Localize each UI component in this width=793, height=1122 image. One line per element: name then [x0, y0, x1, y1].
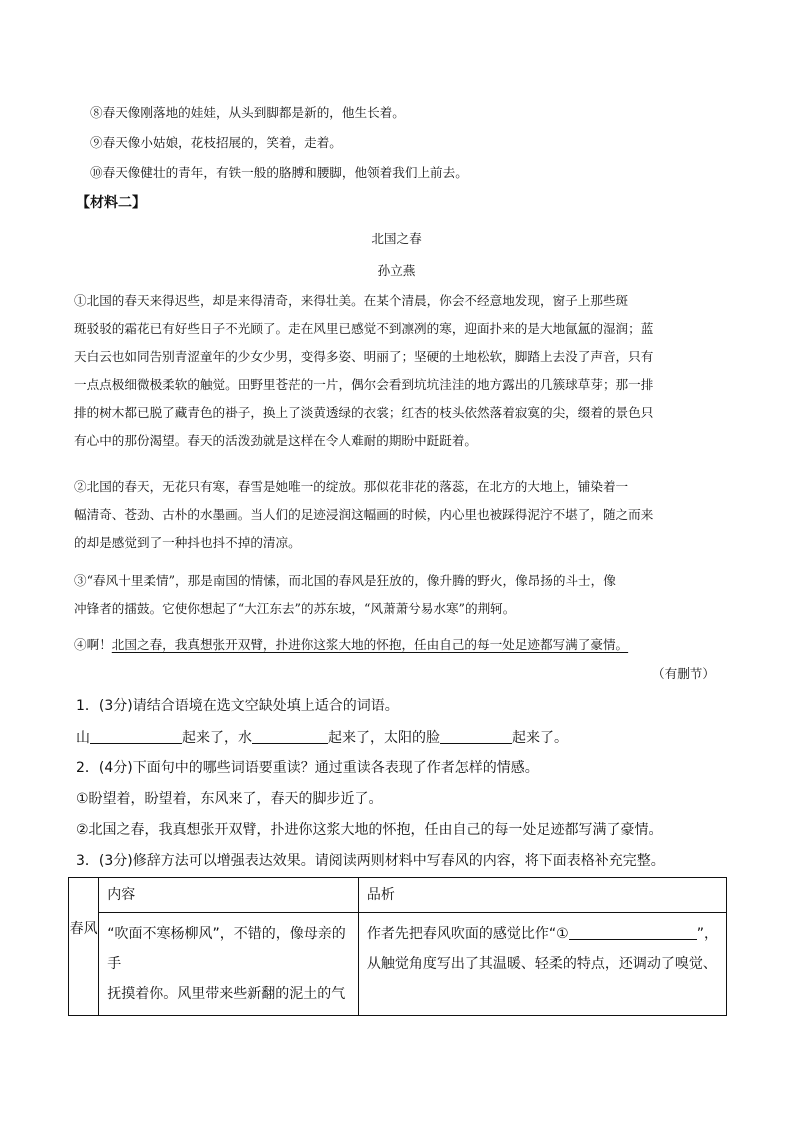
- article-author: 孙立燕: [377, 263, 416, 278]
- paragraph-3-line: ③“春风十里柔情”，那是南国的情愫，而北国的春风是狂放的，像升腾的野火，像昂扬的斗士，像: [74, 573, 616, 588]
- question-2-sentence-2: ②北国之春，我真想张开双臂，扑进你这浆大地的怀抱，任由自己的每一处足迹都写满了豪情。: [76, 822, 663, 838]
- paragraph-2-line: ②北国的春天，无花只有寒，春雪是她唯一的绽放。那似花非花的落蕊，在北方的大地上，铺染着一: [74, 479, 629, 494]
- row-label-cell: [69, 878, 99, 1016]
- analysis-lead: 作者先把春风吹面的感觉比作“①: [366, 926, 569, 942]
- paragraph-1-line: 天白云也如同告别青涩童年的少女少男，变得多姿、明丽了；坚硬的土地松软，脚踏上去没了声音，只有: [74, 349, 654, 364]
- content-cell: [99, 913, 359, 1016]
- question-2-stem: 2．(4分)下面句中的哪些词语要重读？通过重读各表现了作者怎样的情感。: [76, 760, 539, 776]
- paragraph-1-line: 一点点极细微极柔软的触觉。田野里苍茫的一片，偶尔会看到坑坑洼洼的地方露出的几簇球草芽；那一排: [74, 377, 654, 392]
- q1-part-mountain: 山: [76, 730, 90, 746]
- paragraph-4-underlined: 北国之春，我真想张开双臂，扑进你这浆大地的怀抱，任由自己的每一处足迹都写满了豪情。: [111, 637, 629, 652]
- abridged-note: （有删节）: [652, 666, 715, 681]
- answer-blank-1[interactable]: [90, 727, 182, 744]
- question-2-sentence-1: ①盼望着，盼望着，东风来了，春天的脚步近了。: [76, 791, 383, 807]
- paragraph-1-line: 有心中的那份渴望。春天的活泼劲就是这样在令人难耐的期盼中跹跹着。: [74, 433, 477, 448]
- column-header-content: 内容: [107, 887, 136, 903]
- article-title: 北国之春: [371, 231, 422, 246]
- paragraph-1-line: 斑驳驳的霜花已有好些日子不光顾了。走在风里已感觉不到凛冽的寒，迎面扑来的是大地氤氲的湿润；蓝: [74, 321, 654, 336]
- answer-blank-3[interactable]: [440, 727, 512, 744]
- paragraph-2-line: 幅清奇、苍劲、古朴的水墨画。当人们的足迹浸润这幅画的时候，内心里也被踩得泥泞不堪了，随之而来: [74, 507, 654, 522]
- paragraph-3-line: 冲锋者的擂鼓。它使你想起了“大江东去”的苏东坡，“风萧萧兮易水寒”的荆轲。: [74, 601, 516, 616]
- q1-part-sun: 起来了，太阳的脸: [328, 730, 440, 746]
- column-header-analysis: 品析: [366, 887, 395, 903]
- rhetoric-table: [68, 877, 727, 1016]
- material-one-line-8: ⑧春天像刚落地的娃娃，从头到脚都是新的，他生长着。: [90, 105, 405, 120]
- question-3-stem: 3．(3分)修辞方法可以增强表达效果。请阅读两则材料中写春风的内容，将下面表格补充完整。: [76, 853, 665, 869]
- answer-blank-2[interactable]: [252, 727, 328, 744]
- paragraph-4: [74, 635, 628, 655]
- q1-part-end: 起来了。: [512, 730, 568, 746]
- header-content-cell: [99, 878, 359, 913]
- answer-blank-table-1[interactable]: [569, 923, 697, 940]
- header-analysis-cell: [358, 878, 726, 913]
- question-1-stem: 1．(3分)请结合语境在选文空缺处填上适合的词语。: [76, 698, 399, 714]
- content-line: “吹面不寒杨柳风”，不错的，像母亲的手: [107, 926, 346, 972]
- analysis-cell: [358, 913, 726, 1016]
- material-one-line-9: ⑨春天像小姑娘，花枝招展的，笑着，走着。: [90, 135, 342, 150]
- content-line: 抚摸着你。风里带来些新翻的泥土的气: [107, 986, 346, 1002]
- question-1-fill: [76, 727, 568, 748]
- material-one-line-10: ⑩春天像健壮的青年，有铁一般的胳膊和腰脚，他领着我们上前去。: [90, 165, 468, 180]
- paragraph-1-line: ①北国的春天来得迟些，却是来得清奇，来得壮美。在某个清晨，你会不经意地发现，窗子上那些斑: [74, 293, 629, 308]
- paragraph-1-line: 排的树木都已脱了藏青色的褂子，换上了淡黄透绿的衣裳；红杏的枝头依然落着寂寞的尖，缀着的景色只: [74, 405, 654, 420]
- analysis-tail: ”，: [696, 926, 718, 942]
- paragraph-4-lead: ④啊！: [74, 637, 112, 652]
- content-text: [99, 913, 358, 1015]
- analysis-line-2: 从触觉角度写出了其温暖、轻柔的特点，还调动了嗅觉、: [366, 956, 717, 972]
- row-label: 春风: [69, 921, 98, 937]
- paragraph-2-line: 的却是感觉到了一种抖也抖不掉的清凉。: [74, 535, 301, 550]
- material-two-header: 【材料二】: [76, 195, 146, 211]
- analysis-text: [359, 913, 726, 985]
- q1-part-water: 起来了，水: [182, 730, 252, 746]
